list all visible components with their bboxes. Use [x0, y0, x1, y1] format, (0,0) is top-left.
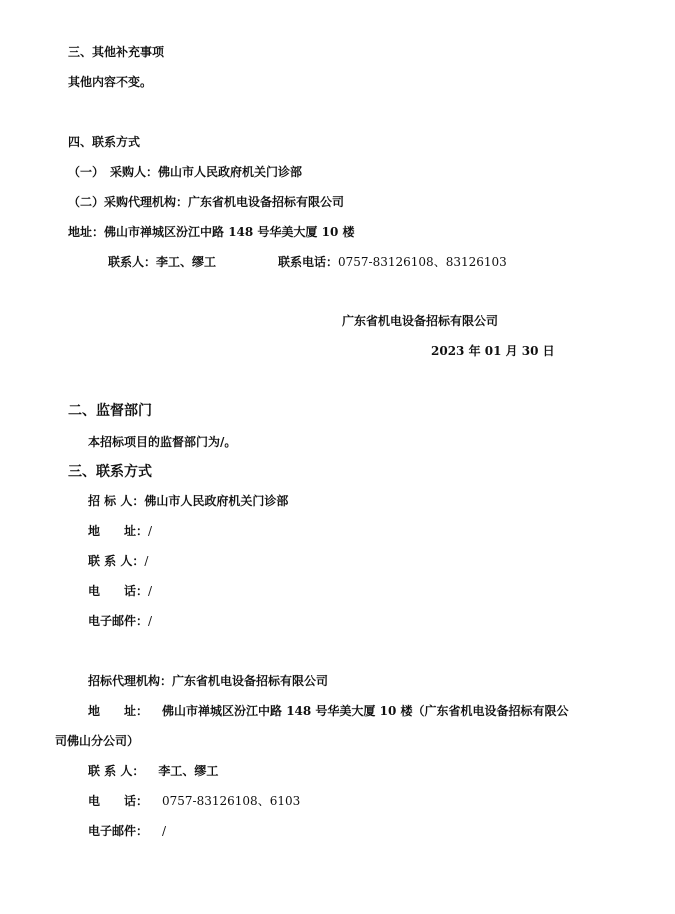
agency-contact-label: 联 系 人： — [88, 764, 145, 778]
tenderer-phone-line — [88, 583, 152, 599]
section-heading-other-matters: 三、其他补充事项 — [68, 45, 165, 59]
agency-phone-value: 0757-83126108、6103 — [162, 794, 301, 808]
tenderer-phone-label: 电 话： — [88, 584, 149, 598]
tenderer-address-label: 地 址： — [88, 524, 149, 538]
signature-date: 2023 年 01 月 30 日 — [431, 344, 555, 358]
tenderer-name-value: 佛山市人民政府机关门诊部 — [144, 494, 289, 508]
address-line — [68, 224, 354, 240]
agency-contact-value: 李工、缪工 — [158, 764, 219, 778]
agency-name-label: 招标代理机构： — [88, 674, 173, 688]
address-label: 地址： — [68, 225, 105, 239]
agency-name-value: 广东省机电设备招标有限公司 — [172, 674, 329, 688]
tenderer-email-line — [88, 613, 152, 629]
agency-email-line — [88, 823, 166, 839]
purchaser-line — [68, 164, 302, 180]
agency-email-value: / — [162, 824, 167, 838]
purchaser-value: 佛山市人民政府机关门诊部 — [158, 165, 303, 179]
contact-person-value: 李工、缪工 — [156, 255, 217, 269]
phone-value: 0757-83126108、83126103 — [338, 255, 507, 269]
agency-value: 广东省机电设备招标有限公司 — [188, 195, 345, 209]
tenderer-contact-value: / — [144, 554, 149, 568]
tenderer-email-value: / — [148, 614, 153, 628]
section-heading-supervision: 二、监督部门 — [68, 403, 152, 419]
agency-name-line — [88, 673, 328, 689]
signature-company: 广东省机电设备招标有限公司 — [342, 314, 499, 328]
agency-label: （二）采购代理机构： — [68, 195, 189, 209]
tenderer-contact-label: 联 系 人： — [88, 554, 145, 568]
tenderer-address-line — [88, 523, 152, 539]
phone-label: 联系电话： — [278, 255, 339, 269]
tenderer-contact-line — [88, 553, 148, 569]
agency-contact-line — [88, 763, 218, 779]
agency-address-value: 佛山市禅城区汾江中路 148 号华美大厦 10 楼（广东省机电设备招标有限公 — [162, 704, 569, 718]
contact-line — [108, 254, 216, 270]
tenderer-phone-value: / — [148, 584, 153, 598]
agency-address-line — [88, 703, 568, 719]
section-heading-contacts: 三、联系方式 — [68, 464, 152, 480]
agency-phone-line — [88, 793, 300, 809]
supervision-content: 本招标项目的监督部门为/。 — [88, 435, 237, 449]
other-matters-content: 其他内容不变。 — [68, 75, 153, 89]
address-value: 佛山市禅城区汾江中路 148 号华美大厦 10 楼 — [104, 225, 355, 239]
tenderer-address-value: / — [148, 524, 153, 538]
tenderer-name-label: 招 标 人： — [88, 494, 145, 508]
tenderer-email-label: 电子邮件： — [88, 614, 149, 628]
phone-line — [278, 254, 507, 270]
agency-line — [68, 194, 344, 210]
agency-email-label: 电子邮件： — [88, 824, 149, 838]
agency-address-continuation: 司佛山分公司） — [55, 734, 140, 748]
section-heading-contact-methods: 四、联系方式 — [68, 135, 141, 149]
agency-phone-label: 电 话： — [88, 794, 149, 808]
agency-address-label: 地 址： — [88, 704, 149, 718]
contact-person-label: 联系人： — [108, 255, 157, 269]
tenderer-name-line — [88, 493, 288, 509]
purchaser-label: （一） 采购人： — [68, 165, 159, 179]
